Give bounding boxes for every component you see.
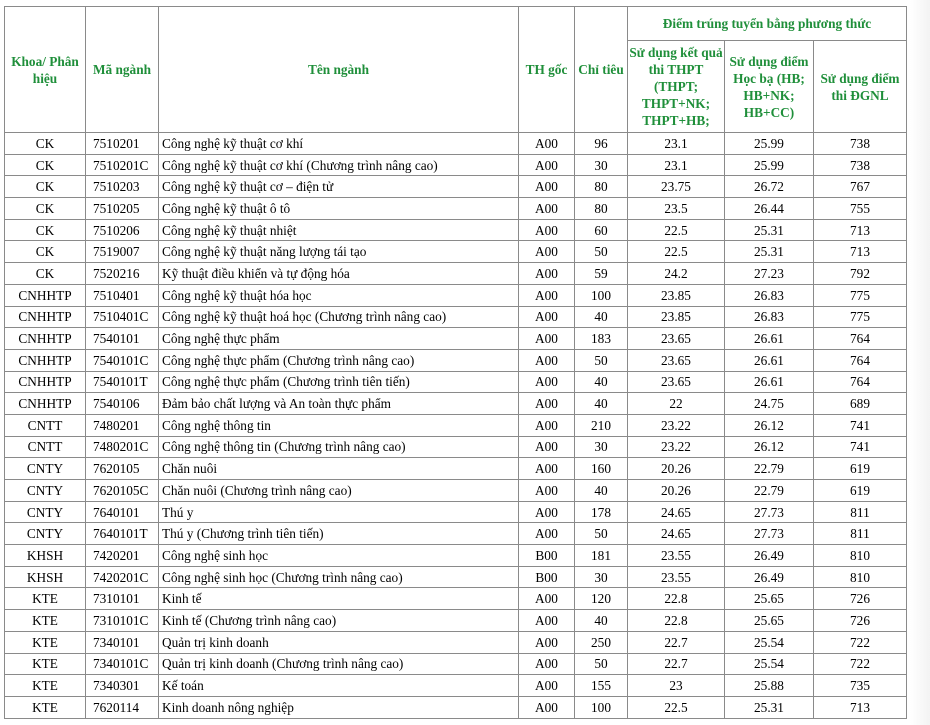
cell-ma-nganh: 7420201	[86, 545, 159, 567]
cell-diem-thpt: 22.8	[628, 610, 725, 632]
cell-ma-nganh: 7340301	[86, 675, 159, 697]
cell-diem-hoc-ba: 26.72	[725, 176, 814, 198]
cell-chi-tieu: 50	[575, 653, 628, 675]
cell-ten-nganh: Kinh doanh nông nghiệp	[159, 696, 519, 718]
cell-khoa: CK	[5, 176, 86, 198]
cell-ten-nganh: Kế toán	[159, 675, 519, 697]
cell-th-goc: A00	[519, 458, 575, 480]
cell-chi-tieu: 40	[575, 371, 628, 393]
header-chi-tieu: Chỉ tiêu	[575, 7, 628, 133]
cell-th-goc: A00	[519, 263, 575, 285]
cell-diem-dgnl: 726	[814, 588, 907, 610]
cell-th-goc: A00	[519, 588, 575, 610]
cell-khoa: CNHHTP	[5, 284, 86, 306]
cell-diem-hoc-ba: 25.65	[725, 588, 814, 610]
cell-khoa: CK	[5, 263, 86, 285]
cell-diem-hoc-ba: 26.12	[725, 436, 814, 458]
cell-khoa: CK	[5, 133, 86, 155]
cell-ten-nganh: Công nghệ kỹ thuật cơ – điện tử	[159, 176, 519, 198]
table-row	[5, 566, 907, 588]
cell-diem-dgnl: 811	[814, 523, 907, 545]
table-row	[5, 349, 907, 371]
cell-th-goc: A00	[519, 306, 575, 328]
cell-diem-thpt: 20.26	[628, 480, 725, 502]
cell-khoa: CNHHTP	[5, 393, 86, 415]
table-row	[5, 198, 907, 220]
cell-diem-thpt: 24.65	[628, 523, 725, 545]
cell-th-goc: A00	[519, 284, 575, 306]
cell-diem-thpt: 22.8	[628, 588, 725, 610]
cell-ten-nganh: Công nghệ kỹ thuật hoá học (Chương trình nâng cao)	[159, 306, 519, 328]
header-th-goc: TH gốc	[519, 7, 575, 133]
cell-chi-tieu: 50	[575, 349, 628, 371]
cell-khoa: CNHHTP	[5, 328, 86, 350]
cell-ma-nganh: 7310101	[86, 588, 159, 610]
cell-chi-tieu: 80	[575, 198, 628, 220]
cell-ma-nganh: 7620114	[86, 696, 159, 718]
cell-diem-thpt: 22.5	[628, 241, 725, 263]
cell-khoa: CK	[5, 241, 86, 263]
cell-ma-nganh: 7340101C	[86, 653, 159, 675]
table-row	[5, 328, 907, 350]
table-row	[5, 436, 907, 458]
cell-diem-dgnl: 738	[814, 154, 907, 176]
cell-chi-tieu: 210	[575, 414, 628, 436]
cell-diem-thpt: 22	[628, 393, 725, 415]
table-row	[5, 176, 907, 198]
cell-ma-nganh: 7480201	[86, 414, 159, 436]
cell-diem-thpt: 22.5	[628, 696, 725, 718]
cell-ten-nganh: Chăn nuôi (Chương trình nâng cao)	[159, 480, 519, 502]
cell-diem-dgnl: 738	[814, 133, 907, 155]
cell-ten-nganh: Công nghệ thực phẩm (Chương trình tiên tiến)	[159, 371, 519, 393]
cell-ten-nganh: Quản trị kinh doanh (Chương trình nâng cao)	[159, 653, 519, 675]
cell-diem-dgnl: 689	[814, 393, 907, 415]
cell-diem-dgnl: 713	[814, 241, 907, 263]
cell-khoa: KTE	[5, 675, 86, 697]
cell-diem-dgnl: 713	[814, 219, 907, 241]
cell-diem-dgnl: 722	[814, 631, 907, 653]
table-row	[5, 241, 907, 263]
cell-ten-nganh: Thú y (Chương trình tiên tiến)	[159, 523, 519, 545]
cell-khoa: CK	[5, 198, 86, 220]
cell-chi-tieu: 96	[575, 133, 628, 155]
cell-diem-dgnl: 810	[814, 545, 907, 567]
cell-chi-tieu: 40	[575, 610, 628, 632]
header-hoc-ba: Sử dụng điểm Học bạ (HB; HB+NK; HB+CC)	[725, 41, 814, 133]
cell-ten-nganh: Công nghệ thông tin (Chương trình nâng cao)	[159, 436, 519, 458]
cell-diem-hoc-ba: 26.83	[725, 284, 814, 306]
table-row	[5, 133, 907, 155]
cell-diem-hoc-ba: 26.12	[725, 414, 814, 436]
cell-chi-tieu: 155	[575, 675, 628, 697]
cell-diem-hoc-ba: 22.79	[725, 458, 814, 480]
cell-chi-tieu: 50	[575, 241, 628, 263]
cell-th-goc: A00	[519, 219, 575, 241]
cell-diem-hoc-ba: 25.88	[725, 675, 814, 697]
cell-ma-nganh: 7510401	[86, 284, 159, 306]
cell-chi-tieu: 160	[575, 458, 628, 480]
cell-diem-hoc-ba: 25.54	[725, 631, 814, 653]
cell-ten-nganh: Kinh tế (Chương trình nâng cao)	[159, 610, 519, 632]
cell-khoa: KTE	[5, 653, 86, 675]
header-thpt: Sử dụng kết quả thi THPT (THPT; THPT+NK; THPT+HB;	[628, 41, 725, 133]
cell-th-goc: A00	[519, 414, 575, 436]
cell-ma-nganh: 7420201C	[86, 566, 159, 588]
cell-khoa: CNHHTP	[5, 306, 86, 328]
cell-diem-thpt: 22.5	[628, 219, 725, 241]
table-row	[5, 219, 907, 241]
cell-ma-nganh: 7510201	[86, 133, 159, 155]
cell-ten-nganh: Thú y	[159, 501, 519, 523]
cell-diem-thpt: 23.1	[628, 133, 725, 155]
cell-ma-nganh: 7510205	[86, 198, 159, 220]
cell-diem-thpt: 23.65	[628, 328, 725, 350]
cell-chi-tieu: 80	[575, 176, 628, 198]
table-body	[5, 133, 907, 719]
cell-th-goc: A00	[519, 610, 575, 632]
cell-ma-nganh: 7640101T	[86, 523, 159, 545]
cell-diem-thpt: 23.65	[628, 371, 725, 393]
cell-khoa: CNTY	[5, 458, 86, 480]
cell-diem-thpt: 23.55	[628, 566, 725, 588]
cell-ma-nganh: 7510203	[86, 176, 159, 198]
cell-ma-nganh: 7510201C	[86, 154, 159, 176]
cell-ten-nganh: Kinh tế	[159, 588, 519, 610]
cell-diem-hoc-ba: 26.49	[725, 545, 814, 567]
cell-th-goc: A00	[519, 393, 575, 415]
cell-khoa: CK	[5, 154, 86, 176]
cell-diem-dgnl: 764	[814, 328, 907, 350]
cell-diem-dgnl: 619	[814, 458, 907, 480]
cell-khoa: KTE	[5, 631, 86, 653]
cell-diem-dgnl: 726	[814, 610, 907, 632]
cell-ten-nganh: Quản trị kinh doanh	[159, 631, 519, 653]
cell-ten-nganh: Công nghệ thực phẩm	[159, 328, 519, 350]
cell-diem-hoc-ba: 25.31	[725, 696, 814, 718]
table-row	[5, 154, 907, 176]
cell-chi-tieu: 40	[575, 480, 628, 502]
cell-diem-thpt: 23.85	[628, 284, 725, 306]
cell-chi-tieu: 100	[575, 284, 628, 306]
cell-diem-dgnl: 811	[814, 501, 907, 523]
cell-diem-hoc-ba: 27.73	[725, 523, 814, 545]
cell-diem-thpt: 24.65	[628, 501, 725, 523]
cell-th-goc: A00	[519, 436, 575, 458]
table-row	[5, 523, 907, 545]
cell-diem-hoc-ba: 26.83	[725, 306, 814, 328]
cell-khoa: KHSH	[5, 545, 86, 567]
cell-diem-thpt: 23.55	[628, 545, 725, 567]
cell-khoa: KHSH	[5, 566, 86, 588]
cell-diem-hoc-ba: 27.23	[725, 263, 814, 285]
cell-diem-hoc-ba: 26.61	[725, 349, 814, 371]
cell-ma-nganh: 7510206	[86, 219, 159, 241]
cell-th-goc: A00	[519, 154, 575, 176]
cell-diem-thpt: 22.7	[628, 631, 725, 653]
cell-ten-nganh: Công nghệ kỹ thuật năng lượng tái tạo	[159, 241, 519, 263]
cell-khoa: CNTY	[5, 480, 86, 502]
cell-diem-dgnl: 775	[814, 306, 907, 328]
cell-khoa: KTE	[5, 610, 86, 632]
cell-chi-tieu: 181	[575, 545, 628, 567]
table-row	[5, 414, 907, 436]
cell-ma-nganh: 7620105	[86, 458, 159, 480]
cell-diem-thpt: 22.7	[628, 653, 725, 675]
cell-ma-nganh: 7540101	[86, 328, 159, 350]
cell-chi-tieu: 40	[575, 306, 628, 328]
cell-diem-hoc-ba: 27.73	[725, 501, 814, 523]
table-row	[5, 393, 907, 415]
cell-diem-hoc-ba: 26.49	[725, 566, 814, 588]
cell-ten-nganh: Công nghệ thông tin	[159, 414, 519, 436]
header-dgnl: Sử dụng điểm thi ĐGNL	[814, 41, 907, 133]
cell-khoa: CNHHTP	[5, 349, 86, 371]
cell-diem-thpt: 20.26	[628, 458, 725, 480]
cell-ma-nganh: 7640101	[86, 501, 159, 523]
cell-khoa: CNHHTP	[5, 371, 86, 393]
cell-ten-nganh: Công nghệ kỹ thuật nhiệt	[159, 219, 519, 241]
cell-chi-tieu: 60	[575, 219, 628, 241]
cell-diem-hoc-ba: 25.31	[725, 219, 814, 241]
table-row	[5, 458, 907, 480]
cell-th-goc: A00	[519, 631, 575, 653]
cell-diem-dgnl: 741	[814, 414, 907, 436]
cell-ten-nganh: Kỹ thuật điều khiển và tự động hóa	[159, 263, 519, 285]
cell-diem-thpt: 23.75	[628, 176, 725, 198]
cell-diem-thpt: 23.22	[628, 414, 725, 436]
cell-th-goc: A00	[519, 133, 575, 155]
cell-diem-thpt: 23.22	[628, 436, 725, 458]
page-edge-shadow	[910, 0, 930, 725]
cell-ten-nganh: Chăn nuôi	[159, 458, 519, 480]
cell-ma-nganh: 7310101C	[86, 610, 159, 632]
cell-diem-hoc-ba: 25.65	[725, 610, 814, 632]
table-row	[5, 284, 907, 306]
cell-diem-dgnl: 722	[814, 653, 907, 675]
cell-diem-thpt: 24.2	[628, 263, 725, 285]
header-group-diem-trung-tuyen: Điểm trúng tuyển bằng phương thức	[628, 7, 907, 41]
cell-chi-tieu: 30	[575, 566, 628, 588]
cell-diem-dgnl: 764	[814, 371, 907, 393]
cell-ma-nganh: 7540101C	[86, 349, 159, 371]
table-row	[5, 263, 907, 285]
cell-chi-tieu: 250	[575, 631, 628, 653]
table-row	[5, 675, 907, 697]
cell-ma-nganh: 7510401C	[86, 306, 159, 328]
cell-khoa: CNTY	[5, 501, 86, 523]
cell-khoa: KTE	[5, 588, 86, 610]
cell-diem-hoc-ba: 25.99	[725, 133, 814, 155]
cell-diem-hoc-ba: 25.54	[725, 653, 814, 675]
cell-khoa: CK	[5, 219, 86, 241]
cell-diem-dgnl: 755	[814, 198, 907, 220]
table-row	[5, 610, 907, 632]
cell-diem-dgnl: 775	[814, 284, 907, 306]
table-row	[5, 501, 907, 523]
cell-chi-tieu: 178	[575, 501, 628, 523]
cell-khoa: KTE	[5, 696, 86, 718]
cell-diem-hoc-ba: 26.44	[725, 198, 814, 220]
cell-th-goc: B00	[519, 566, 575, 588]
cell-th-goc: A00	[519, 371, 575, 393]
header-ma-nganh: Mã ngành	[86, 7, 159, 133]
table-row	[5, 588, 907, 610]
table-header	[5, 7, 907, 133]
cell-ma-nganh: 7480201C	[86, 436, 159, 458]
cell-ten-nganh: Công nghệ sinh học (Chương trình nâng cao)	[159, 566, 519, 588]
cell-khoa: CNTY	[5, 523, 86, 545]
cell-diem-dgnl: 735	[814, 675, 907, 697]
cell-diem-hoc-ba: 24.75	[725, 393, 814, 415]
cell-ma-nganh: 7519007	[86, 241, 159, 263]
cell-diem-hoc-ba: 25.99	[725, 154, 814, 176]
header-ten-nganh: Tên ngành	[159, 7, 519, 133]
cell-diem-dgnl: 767	[814, 176, 907, 198]
cell-th-goc: A00	[519, 176, 575, 198]
cell-diem-thpt: 23.5	[628, 198, 725, 220]
cell-ma-nganh: 7620105C	[86, 480, 159, 502]
header-khoa: Khoa/ Phân hiệu	[5, 7, 86, 133]
cell-diem-hoc-ba: 26.61	[725, 371, 814, 393]
cell-diem-dgnl: 764	[814, 349, 907, 371]
cell-diem-thpt: 23.65	[628, 349, 725, 371]
cell-ten-nganh: Công nghệ kỹ thuật ô tô	[159, 198, 519, 220]
cell-chi-tieu: 59	[575, 263, 628, 285]
cell-diem-thpt: 23	[628, 675, 725, 697]
cell-th-goc: A00	[519, 328, 575, 350]
cell-ten-nganh: Công nghệ thực phẩm (Chương trình nâng cao)	[159, 349, 519, 371]
cell-diem-dgnl: 713	[814, 696, 907, 718]
cell-ma-nganh: 7340101	[86, 631, 159, 653]
cell-th-goc: A00	[519, 480, 575, 502]
cell-th-goc: B00	[519, 545, 575, 567]
cell-th-goc: A00	[519, 696, 575, 718]
admission-scores-table	[4, 6, 907, 719]
cell-th-goc: A00	[519, 653, 575, 675]
cell-th-goc: A00	[519, 349, 575, 371]
table-row	[5, 306, 907, 328]
cell-khoa: CNTT	[5, 414, 86, 436]
cell-chi-tieu: 30	[575, 154, 628, 176]
cell-ten-nganh: Đảm bảo chất lượng và An toàn thực phẩm	[159, 393, 519, 415]
cell-ten-nganh: Công nghệ kỹ thuật hóa học	[159, 284, 519, 306]
table-row	[5, 631, 907, 653]
cell-th-goc: A00	[519, 501, 575, 523]
cell-th-goc: A00	[519, 198, 575, 220]
table-row	[5, 371, 907, 393]
cell-diem-dgnl: 810	[814, 566, 907, 588]
cell-ma-nganh: 7540101T	[86, 371, 159, 393]
cell-diem-dgnl: 619	[814, 480, 907, 502]
cell-chi-tieu: 50	[575, 523, 628, 545]
cell-th-goc: A00	[519, 241, 575, 263]
table-row	[5, 545, 907, 567]
cell-khoa: CNTT	[5, 436, 86, 458]
cell-ten-nganh: Công nghệ kỹ thuật cơ khí	[159, 133, 519, 155]
cell-ten-nganh: Công nghệ kỹ thuật cơ khí (Chương trình nâng cao)	[159, 154, 519, 176]
cell-diem-dgnl: 741	[814, 436, 907, 458]
cell-diem-hoc-ba: 22.79	[725, 480, 814, 502]
table-row	[5, 653, 907, 675]
cell-chi-tieu: 40	[575, 393, 628, 415]
cell-th-goc: A00	[519, 523, 575, 545]
cell-chi-tieu: 183	[575, 328, 628, 350]
cell-chi-tieu: 100	[575, 696, 628, 718]
cell-chi-tieu: 30	[575, 436, 628, 458]
cell-ma-nganh: 7520216	[86, 263, 159, 285]
cell-th-goc: A00	[519, 675, 575, 697]
cell-diem-thpt: 23.1	[628, 154, 725, 176]
cell-diem-hoc-ba: 26.61	[725, 328, 814, 350]
cell-diem-hoc-ba: 25.31	[725, 241, 814, 263]
cell-ten-nganh: Công nghệ sinh học	[159, 545, 519, 567]
cell-chi-tieu: 120	[575, 588, 628, 610]
cell-ma-nganh: 7540106	[86, 393, 159, 415]
table-row	[5, 696, 907, 718]
table-row	[5, 480, 907, 502]
cell-diem-dgnl: 792	[814, 263, 907, 285]
cell-diem-thpt: 23.85	[628, 306, 725, 328]
